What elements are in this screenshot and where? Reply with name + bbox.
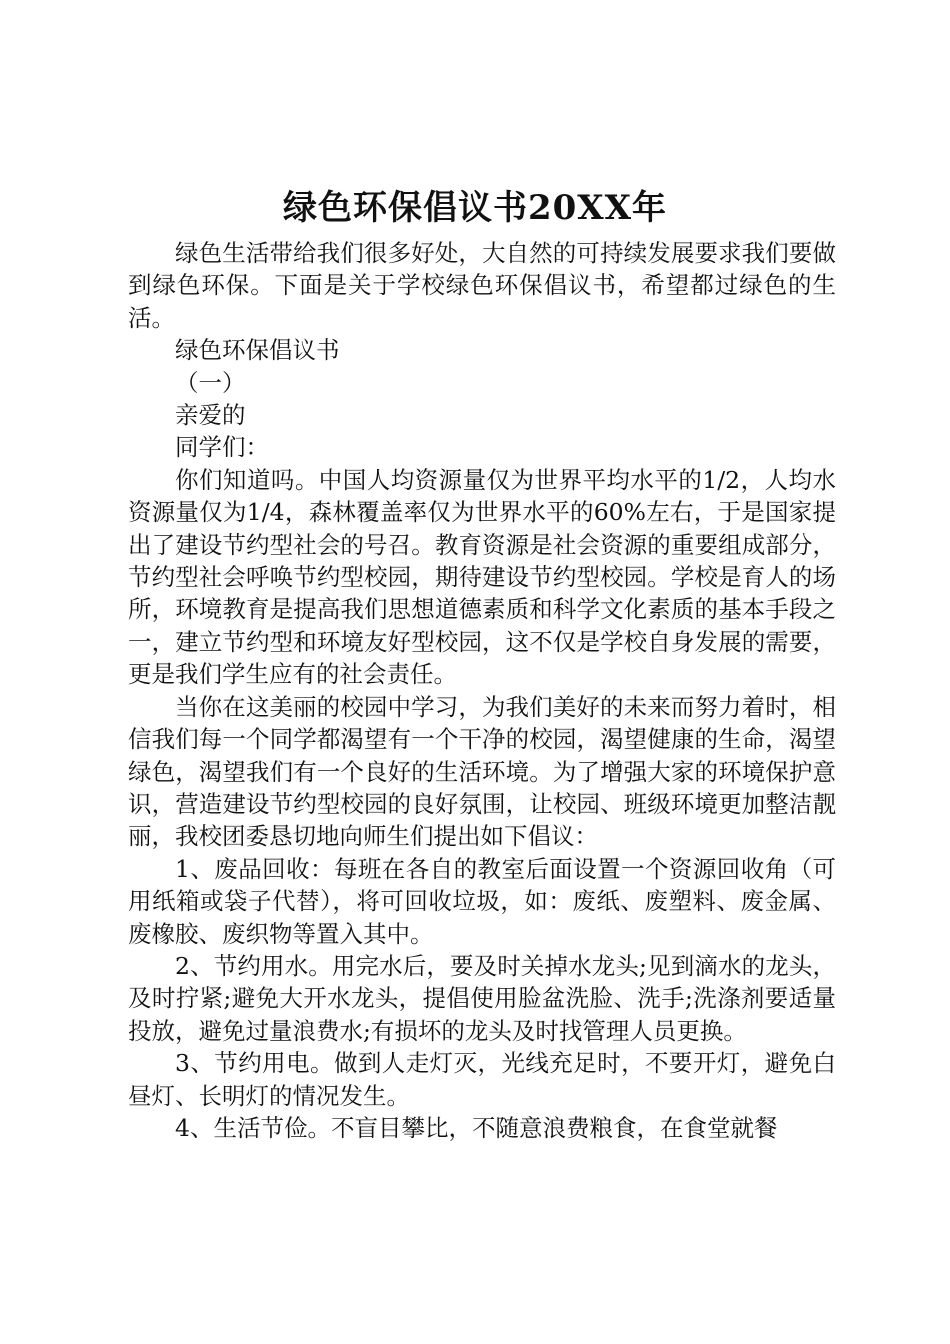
section-number: （一）: [175, 368, 246, 397]
body-paragraph-campus: 当你在这美丽的校园中学习，为我们美好的未来而努力着时，相信我们每一个同学都渴望有一个干净的校园，渴望健康的生命，渴望绿色，渴望我们有一个良好的生活环境。为了增强大家的环境保护意识，营造建设节约型校园的良好氛围，让校园、班级环境更加整洁靓丽，我校团委恳切地向师生们提出如下倡议：: [128, 692, 836, 851]
document-body: [128, 237, 836, 1144]
body-paragraph-resources: 你们知道吗。中国人均资源量仅为世界平均水平的1/2，人均水资源量仅为1/4，森林覆盖率仅为世界水平的60%左右，于是国家提出了建设节约型社会的号召。教育资源是社会资源的重要组成部分，节约型社会呼唤节约型校园，期待建设节约型校园。学校是育人的场所，环境教育是提高我们思想道德素质和科学文化素质的基本手段之一，建立节约型和环境友好型校园，这不仅是学校自身发展的需要，更是我们学生应有的社会责任。: [128, 465, 836, 689]
proposal-item-2: 2、节约用水。用完水后，要及时关掉水龙头;见到滴水的龙头，及时拧紧;避免大开水龙头，提倡使用脸盆洗脸、洗手;洗涤剂要适量投放，避免过量浪费水;有损坏的龙头及时找管理人员更换。: [128, 951, 836, 1045]
subtitle-line: 绿色环保倡议书: [175, 336, 340, 365]
salutation-line-2: 同学们：: [175, 433, 269, 462]
proposal-item-4: 4、生活节俭。不盲目攀比，不随意浪费粮食，在食堂就餐: [175, 1113, 778, 1142]
intro-paragraph: 绿色生活带给我们很多好处，大自然的可持续发展要求我们要做到绿色环保。下面是关于学校绿色环保倡议书，希望都过绿色的生活。: [128, 239, 836, 332]
proposal-item-1: 1、废品回收：每班在各自的教室后面设置一个资源回收角（可用纸箱或袋子代替），将可回收垃圾，如：废纸、废塑料、废金属、废橡胶、废织物等置入其中。: [128, 854, 836, 948]
salutation-line-1: 亲爱的: [175, 401, 246, 430]
document-title: 绿色环保倡议书20XX年: [282, 188, 668, 228]
proposal-item-3: 3、节约用电。做到人走灯灭，光线充足时，不要开灯，避免白昼灯、长明灯的情况发生。: [128, 1049, 836, 1110]
